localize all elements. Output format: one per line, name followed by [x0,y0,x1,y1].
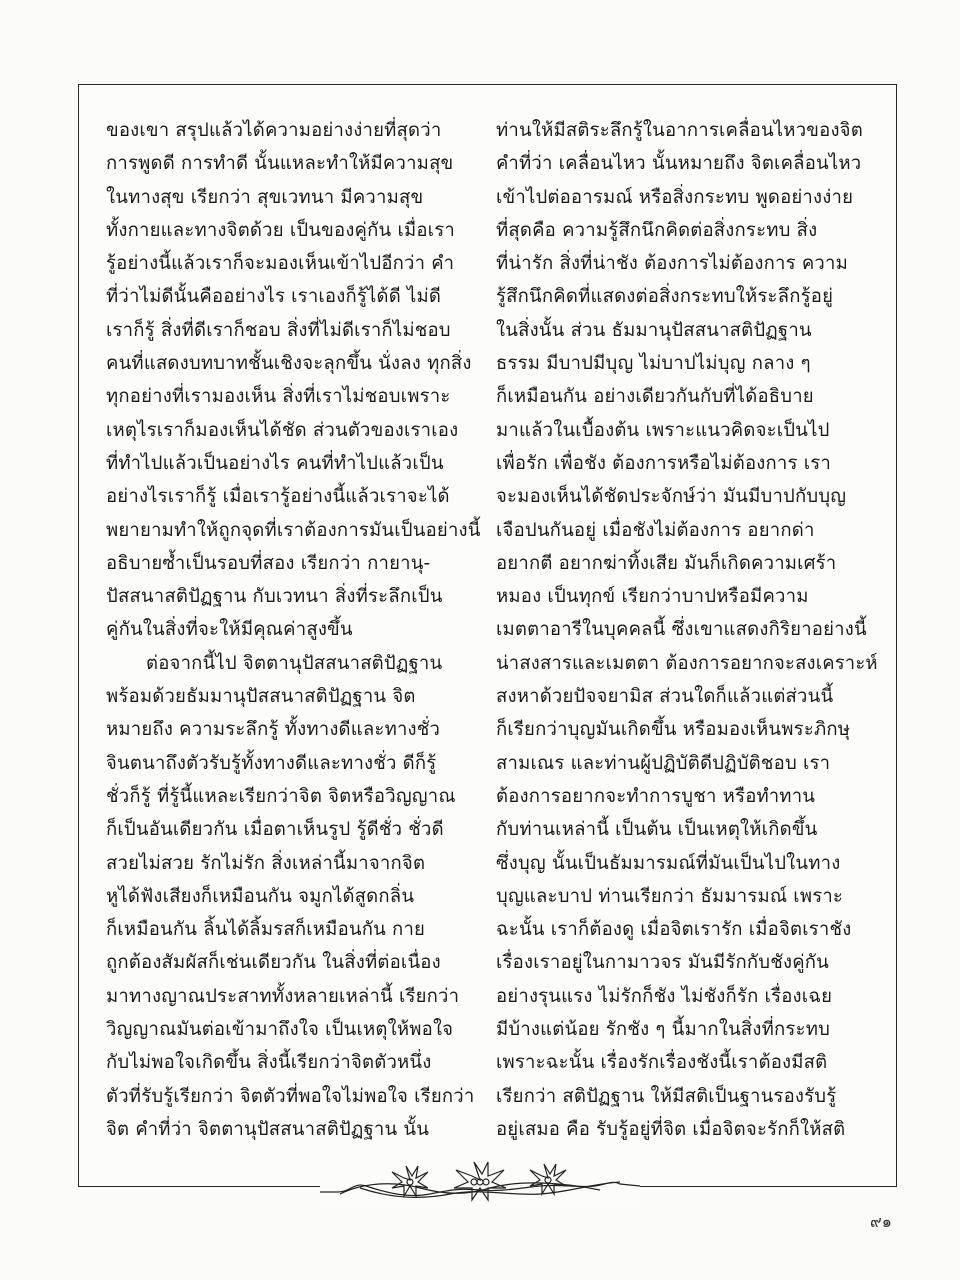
text-line: คำที่ว่า เคลื่อนไหว นั้นหมายถึง จิตเคลื่อนไหว [496,153,862,175]
text-line: การพูดดี การทำดี นั้นแหละทำให้มีความสุข [106,153,454,175]
text-line: สวยไม่สวย รักไม่รัก สิ่งเหล่านี้มาจากจิต [106,852,426,874]
page-number: ๙๑ [870,1212,892,1231]
text-line: พยายามทำให้ถูกจุดที่เราต้องการมันเป็นอย่างนี้ [106,519,481,541]
text-line: กับท่านเหล่านี้ เป็นต้น เป็นเหตุให้เกิดขึ้น [496,819,818,841]
text-line: ท่านให้มีสติระลึกรู้ในอาการเคลื่อนไหวของจิต [496,120,863,141]
text-line: มาทางญาณประสาททั้งหลายเหล่านี้ เรียกว่า [106,985,460,1007]
text-line: ต่อจากนี้ไป จิตตานุปัสสนาสติปัฏฐาน [146,652,443,674]
text-line: สามเณร และท่านผู้ปฏิบัติดีปฏิบัติชอบ เรา [496,752,831,774]
text-line: คู่กันในสิ่งที่จะให้มีคุณค่าสูงขึ้น [106,619,353,641]
text-line: อยากตี อยากฆ่าทิ้งเสีย มันก็เกิดความเศร้า [496,552,837,574]
text-line: หูได้ฟังเสียงก็เหมือนกัน จมูกได้สูดกลิ่น [106,885,415,907]
text-line: ทั้งกายและทางจิตด้วย เป็นของคู่กัน เมื่อเรา [106,219,455,241]
text-line: เพราะฉะนั้น เรื่องรักเรื่องชังนี้เราต้องมีสติ [496,1052,828,1074]
text-line: ของเขา สรุปแล้วได้ความอย่างง่ายที่สุดว่า [106,120,442,141]
text-line: ที่สุดคือ ความรู้สึกนึกคิดต่อสิ่งกระทบ สิ่ง [496,219,818,241]
text-line: คนที่แสดงบทบาทชั้นเชิงจะลุกขึ้น นั่งลง ทุกสิ่ง [106,353,472,375]
left-column [106,114,484,1146]
text-line: อย่างไรเราก็รู้ เมื่อเรารู้อย่างนี้แล้วเราจะได้ [106,486,450,508]
text-line: ต้องการอยากจะทำการบูชา หรือทำทาน [496,785,816,807]
text-line: บุญและบาป ท่านเรียกว่า ธัมมารมณ์ เพราะ [496,885,844,907]
text-line: เมตตาอารีในบุคคลนี้ ซึ่งเขาแสดงกิริยาอย่างนี้ [496,619,867,641]
floral-divider-icon [320,1158,640,1208]
text-line: ชั่วก็รู้ ที่รู้นี้แหละเรียกว่าจิต จิตหรือวิญญาณ [106,785,456,807]
text-line: มาแล้วในเบื้องต้น เพราะแนวคิดจะเป็นไป [496,419,830,441]
text-line: เหตุไรเราก็มองเห็นได้ชัด ส่วนตัวของเราเอง [106,419,459,441]
text-line: ฉะนั้น เราก็ต้องดู เมื่อจิตเรารัก เมื่อจิตเราชัง [496,919,852,941]
text-line: เข้าไปต่ออารมณ์ หรือสิ่งกระทบ พูดอย่างง่าย [496,186,854,208]
text-line: ซึ่งบุญ นั้นเป็นธัมมารมณ์ที่มันเป็นไปในทาง [496,852,841,874]
text-line: จินตนาถึงตัวรับรู้ทั้งทางดีและทางชั่ว ดีก็รู้ [106,752,437,774]
text-line: เจือปนกันอยู่ เมื่อชังไม่ต้องการ อยากด่า [496,519,815,541]
text-line: ที่ว่าไม่ดีนั้นคืออย่างไร เราเองก็รู้ได้ดี ไม่ดี [106,286,442,308]
text-line: ธรรม มีบาปมีบุญ ไม่บาปไม่บุญ กลาง ๆ [496,353,811,375]
text-line: ก็เรียกว่าบุญมันเกิดขึ้น หรือมองเห็นพระภิกษุ [496,719,851,741]
text-line: พร้อมด้วยธัมมานุปัสสนาสติปัฏฐาน จิต [106,686,416,708]
text-line: ถูกต้องสัมผัสก็เช่นเดียวกัน ในสิ่งที่ต่อเนื่อง [106,952,441,974]
text-line: ทุกอย่างที่เรามองเห็น สิ่งที่เราไม่ชอบเพราะ [106,386,451,408]
text-line: รู้อย่างนี้แล้วเราก็จะมองเห็นเข้าไปอีกว่า คำ [106,253,455,275]
text-line: อธิบายซ้ำเป็นรอบที่สอง เรียกว่า กายานุ- [106,552,431,574]
text-line: ก็เป็นอันเดียวกัน เมื่อตาเห็นรูป รู้ดีชั่ว ชั่วดี [106,819,444,841]
text-line: น่าสงสารและเมตตา ต้องการอยากจะสงเคราะห์ [496,652,878,674]
text-line: มีบ้างแต่น้อย รักชัง ๆ นี้มากในสิ่งที่กระทบ [496,1019,831,1041]
text-line: เราก็รู้ สิ่งที่ดีเราก็ชอบ สิ่งที่ไม่ดีเราก็ไม่ชอบ [106,319,451,341]
text-line: ก็เหมือนกัน ลิ้นได้ลิ้มรสก็เหมือนกัน กาย [106,919,426,941]
text-line: จะมองเห็นได้ชัดประจักษ์ว่า มันมีบาปกับบุญ [496,486,847,508]
text-line: ปัสสนาสติปัฏฐาน กับเวทนา สิ่งที่ระลึกเป็น [106,586,443,608]
text-line: วิญญาณมันต่อเข้ามาถึงใจ เป็นเหตุให้พอใจ [106,1019,454,1041]
text-line: อย่างรุนแรง ไม่รักก็ชัง ไม่ชังก็รัก เรื่องเฉย [496,985,833,1007]
text-line: เพื่อรัก เพื่อชัง ต้องการหรือไม่ต้องการ เรา [496,452,831,474]
text-line: ที่น่ารัก สิ่งที่น่าชัง ต้องการไม่ต้องการ ความ [496,253,848,275]
text-line: ตัวที่รับรู้เรียกว่า จิตตัวที่พอใจไม่พอใจ เรียกว่า [106,1085,475,1107]
text-line: สงหาด้วยปัจจยามิส ส่วนใดก็แล้วแต่ส่วนนี้ [496,686,834,708]
text-line: ในทางสุข เรียกว่า สุขเวทนา มีความสุข [106,186,424,208]
right-column [496,114,878,1146]
text-line: ก็เหมือนกัน อย่างเดียวกันกับที่ได้อธิบาย [496,386,814,408]
text-line: เรื่องเราอยู่ในกามาวจร มันมีรักกับชังคู่กัน [496,952,830,974]
text-line: หมอง เป็นทุกข์ เรียกว่าบาปหรือมีความ [496,586,809,608]
text-line: ที่ทำไปแล้วเป็นอย่างไร คนที่ทำไปแล้วเป็น [106,452,444,474]
text-line: เรียกว่า สติปัฏฐาน ให้มีสติเป็นฐานรองรับรู้ [496,1085,837,1107]
text-line: จิต คำที่ว่า จิตตานุปัสสนาสติปัฏฐาน นั้น [106,1118,430,1140]
text-line: หมายถึง ความระลึกรู้ ทั้งทางดีและทางชั่ว [106,719,441,741]
text-line: ในสิ่งนั้น ส่วน ธัมมานุปัสสนาสติปัฏฐาน [496,319,812,341]
text-line: อยู่เสมอ คือ รับรู้อยู่ที่จิต เมื่อจิตจะรักก็ให้สติ [496,1118,846,1140]
text-line: กับไม่พอใจเกิดขึ้น สิ่งนี้เรียกว่าจิตตัวหนึ่ง [106,1052,432,1074]
text-line: รู้สึกนึกคิดที่แสดงต่อสิ่งกระทบให้ระลึกรู้อยู่ [496,286,834,308]
